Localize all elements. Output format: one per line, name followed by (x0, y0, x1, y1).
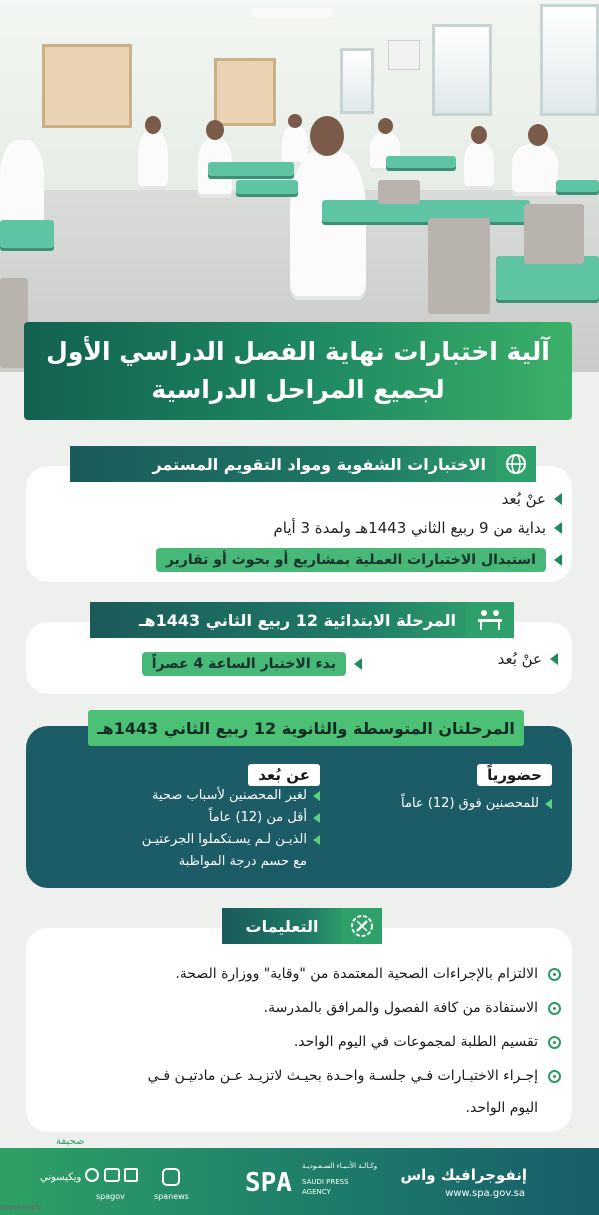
pencil-ruler-icon (342, 908, 382, 944)
twitter-icon[interactable] (124, 1168, 138, 1182)
primary-mode-row (498, 650, 558, 668)
photo-student-head (206, 120, 224, 140)
oral-exams-item-text: بداية من 9 ربيع الثاني 1443هـ ولمدة 3 أيام (273, 519, 546, 537)
arrow-bullet-icon (554, 554, 562, 566)
snapchat-icon[interactable] (85, 1168, 99, 1182)
photo-student-head (528, 124, 548, 146)
photo-student-head (145, 116, 161, 134)
arrow-bullet-icon (550, 653, 558, 665)
arrow-bullet-icon (313, 791, 320, 801)
photo-desk (0, 220, 54, 248)
middle-secondary-card (26, 726, 572, 888)
primary-stage-header (90, 602, 466, 638)
footer-agency-ar: وكـالـة الأنـبـاء السـعـوديـة (302, 1162, 378, 1170)
footer-agency-en-1: SAUDI PRESS (302, 1178, 349, 1186)
primary-start-row (142, 652, 362, 676)
instruction-item-text: الاستفادة من كافة الفصول والمرافق بالمدرسة. (263, 1000, 538, 1016)
oral-exams-item-highlight: استبدال الاختبارات العملية بمشاريع أو بحوث أو تقارير (156, 548, 546, 572)
students-desk-icon (466, 602, 514, 638)
photo-desk (386, 156, 456, 168)
remote-item-continued (179, 854, 307, 869)
circle-bullet-icon (548, 1036, 561, 1049)
remote-item (142, 832, 320, 847)
photo-student (0, 140, 44, 230)
photo-chair (524, 204, 584, 264)
remote-item-text: الذيـن لـم يسـتكملوا الجرعتيـن (141, 832, 307, 847)
footer-url: www.spa.gov.sa (445, 1188, 525, 1199)
circle-bullet-icon (548, 1002, 561, 1015)
oral-exams-item (156, 548, 562, 572)
instruction-item (294, 1034, 561, 1050)
watermark-label-1: صحيفة (56, 1136, 85, 1147)
photo-student-head (288, 114, 302, 128)
watermark-side-text: MNGRHTKN (0, 1204, 41, 1212)
arrow-bullet-icon (554, 493, 562, 505)
youtube-icon[interactable] (104, 1168, 120, 1182)
primary-mode-text: عنْ بُعد (497, 650, 542, 668)
globe-exam-icon (496, 446, 536, 482)
arrow-bullet-icon (554, 522, 562, 534)
in-person-item-text: للمحصنين فوق (12) عاماً (401, 796, 539, 811)
photo-student-front (290, 150, 366, 300)
spa-logo: SPA (245, 1168, 292, 1198)
circle-bullet-icon (548, 1070, 561, 1083)
instruction-item (148, 1068, 561, 1084)
photo-student (138, 130, 168, 190)
title-line-2: لجميع المراحل الدراسية (151, 375, 445, 404)
watermark-label-2: ويكيسوني (40, 1172, 82, 1183)
photo-desk (556, 180, 599, 192)
instruction-item (264, 1000, 561, 1016)
oral-exams-item-text: عنْ بُعد (501, 490, 546, 508)
instruction-item-text: الالتزام بالإجراءات الصحية المعتمدة من "وقاية" ووزارة الصحة. (175, 966, 538, 982)
arrow-bullet-icon (354, 658, 362, 670)
primary-start-note: بدء الاختبار الساعة 4 عصراً (142, 652, 346, 676)
oral-exams-header (70, 446, 496, 482)
photo-window (432, 24, 492, 116)
photo-noticeboard (42, 44, 132, 128)
footer-handle-spanews: spanews (154, 1192, 189, 1201)
photo-noticeboard (214, 58, 276, 126)
title-line-1: آلية اختبارات نهاية الفصل الدراسي الأول (46, 337, 550, 366)
footer-handle-spagov: spagov (96, 1192, 125, 1201)
oral-exams-item (502, 490, 562, 508)
classroom-photo (0, 0, 599, 372)
in-person-item (401, 796, 552, 811)
title-banner (24, 322, 572, 420)
instruction-item-continued (466, 1100, 538, 1116)
oral-exams-card (26, 466, 572, 582)
photo-student-head (310, 116, 344, 156)
circle-bullet-icon (548, 968, 561, 981)
instructions-header-text: التعليمات (245, 916, 319, 936)
instagram-icon[interactable] (162, 1168, 180, 1186)
photo-window (340, 48, 374, 114)
instruction-item (175, 966, 561, 982)
footer-bar (0, 1148, 599, 1215)
remote-item (152, 788, 320, 803)
photo-lamp (252, 8, 332, 18)
remote-item-text: أقل من (12) عاماً (208, 810, 307, 825)
photo-desk (322, 200, 530, 222)
middle-secondary-header (88, 710, 524, 746)
arrow-bullet-icon (545, 799, 552, 809)
oral-exams-item (274, 519, 562, 537)
photo-chair (378, 180, 420, 204)
photo-student (464, 142, 494, 190)
remote-label: عن بُعد (248, 764, 320, 786)
remote-item-text: مع حسم درجة المواظبة (178, 854, 307, 869)
photo-student-head (471, 126, 487, 144)
middle-secondary-header-text: المرحلتان المتوسطة والثانوية 12 ربيع الثاني 1443هـ (97, 718, 515, 738)
arrow-bullet-icon (313, 835, 320, 845)
photo-air-conditioner (388, 40, 420, 70)
instruction-item-text: تقسيم الطلبة لمجموعات في اليوم الواحد. (293, 1034, 538, 1050)
photo-student-head (378, 118, 393, 134)
photo-student (512, 144, 558, 196)
photo-desk (236, 180, 298, 194)
primary-stage-header-text: المرحلة الابتدائية 12 ربيع الثاني 1443هـ (139, 610, 456, 630)
oral-exams-header-text: الاختبارات الشفوية ومواد التقويم المستمر (152, 454, 486, 474)
footer-brand: إنفوجرافيك واس (400, 1166, 527, 1184)
instruction-item-text: إجـراء الاختبـارات فـي جلسـة واحـدة بحيـث لاتزيـد عـن مادتيـن فـي (147, 1068, 538, 1084)
remote-item (209, 810, 320, 825)
in-person-label: حضورياً (477, 764, 552, 786)
photo-window (540, 4, 599, 116)
remote-item-text: لغير المحصنين لأسباب صحية (152, 788, 307, 803)
photo-desk (208, 162, 294, 176)
arrow-bullet-icon (313, 813, 320, 823)
photo-chair (428, 218, 490, 314)
instruction-item-text: اليوم الواحد. (465, 1100, 538, 1116)
instructions-header (222, 908, 342, 944)
footer-agency-en-2: AGENCY (302, 1188, 331, 1196)
